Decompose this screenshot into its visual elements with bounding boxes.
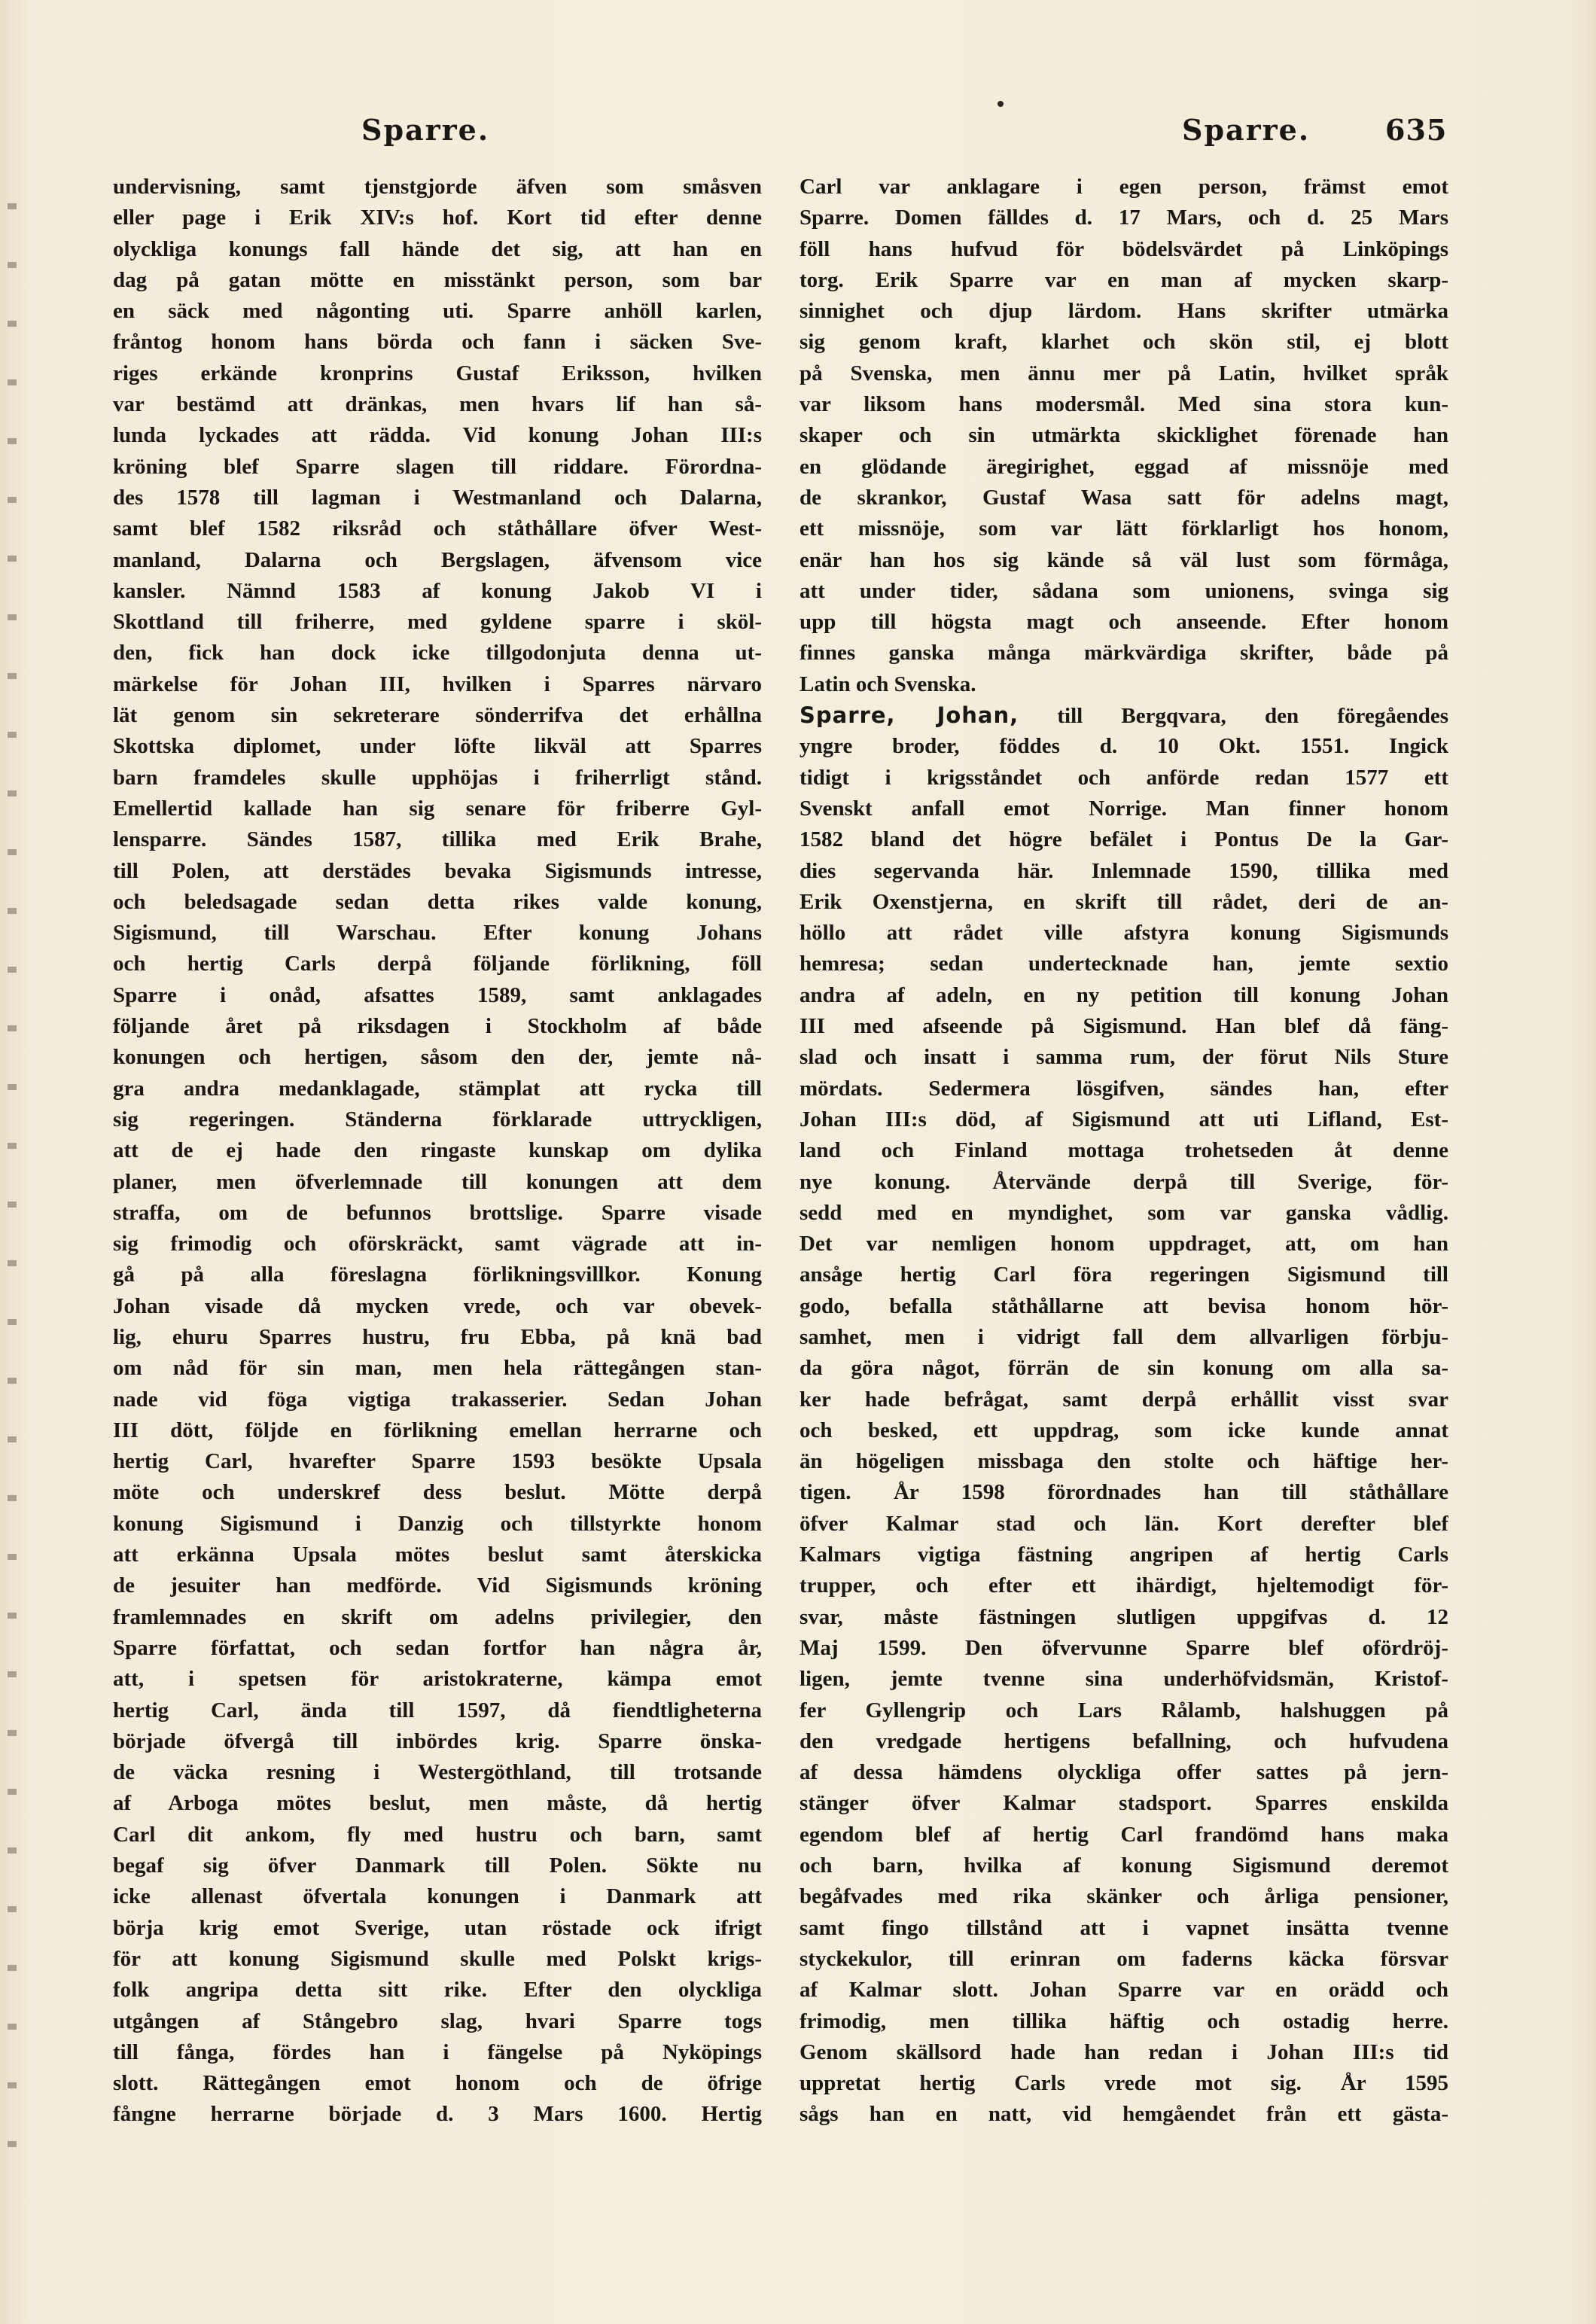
- text-line: Carl dit ankom, fly med hustru och barn, samt: [113, 1822, 762, 1847]
- text-line: var liksom hans modersmål. Med sina stora kun-: [800, 392, 1448, 417]
- text-line: Det var nemligen honom uppdraget, att, om han: [800, 1232, 1448, 1256]
- text-line: ansåge hertig Carl föra regeringen Sigismund till: [800, 1263, 1448, 1287]
- text-line: Latin och Svenska.: [800, 672, 976, 696]
- entry-body: [800, 731, 1448, 2130]
- text-line: på Svenska, men ännu mer på Latin, hvilket språk: [800, 361, 1448, 385]
- text-line: dag på gatan mötte en misstänkt person, som bar: [113, 267, 762, 292]
- text-line: straffa, om de befunnos brottslige. Sparre visade: [113, 1200, 762, 1225]
- text-line: hemresa; sedan undertecknade han, jemte sextio: [800, 952, 1448, 976]
- text-line: folk angripa detta sitt rike. Efter den olyckliga: [113, 1978, 762, 2003]
- text-line: Sparre i onåd, afsattes 1589, samt anklagades: [113, 982, 762, 1007]
- text-line: svar, måste fästningen slutligen uppgifvas d. 12: [800, 1604, 1448, 1629]
- text-line: tigen. År 1598 förordnades han till ståthållare: [800, 1480, 1448, 1505]
- text-line: sig regeringen. Ständerna förklarade uttryckligen,: [113, 1107, 762, 1132]
- text-line: riges erkände kronprins Gustaf Eriksson, hvilken: [113, 361, 762, 385]
- text-line: Skottland till friherre, med gyldene sparre i sköl-: [113, 610, 762, 635]
- text-line: trupper, och efter ett ihärdigt, hjeltemodigt för-: [800, 1573, 1448, 1598]
- text-line: slott. Rättegången emot honom och de öfrige: [113, 2071, 762, 2096]
- text-line: enär han hos sig kände så väl lust som förmåga,: [800, 547, 1448, 572]
- text-line: börja krig emot Sverige, utan röstade ock ifrigt: [113, 1915, 762, 1940]
- left-column: [113, 172, 762, 2131]
- text-line: hertig Carl, ända till 1597, då fiendtligheterna: [113, 1698, 762, 1722]
- text-line: Kalmars vigtiga fästning angripen af hertig Carls: [800, 1543, 1448, 1567]
- text-line: 1582 bland det högre befälet i Pontus De la Gar-: [800, 827, 1448, 852]
- text-line: slad och insatt i samma rum, der förut Nils Sture: [800, 1045, 1448, 1070]
- text-line: da göra något, förrän de sin konung om alla sa-: [800, 1356, 1448, 1381]
- text-line: Emellertid kallade han sig senare för friberre Gyl-: [113, 796, 762, 821]
- text-line: fångne herrarne började d. 3 Mars 1600. Hertig: [113, 2102, 762, 2127]
- text-line: eller page i Erik XIV:s hof. Kort tid efter denne: [113, 206, 762, 230]
- text-line: finnes ganska många märkvärdiga skrifter, både på: [800, 641, 1448, 666]
- entry-headword: Sparre, Johan,: [800, 702, 1019, 729]
- text-line: framlemnades en skrift om adelns privilegier, den: [113, 1604, 762, 1629]
- text-line: sågs han en natt, vid hemgåendet från ett gästa-: [800, 2102, 1448, 2127]
- text-line: yngre broder, föddes d. 10 Okt. 1551. Ingick: [800, 734, 1448, 759]
- text-line: för att konung Sigismund skulle med Polskt krigs-: [113, 1946, 762, 1971]
- text-line: till fånga, fördes han i fängelse på Nyköpings: [113, 2039, 762, 2064]
- text-line: skaper och sin utmärkta skicklighet förenade han: [800, 423, 1448, 448]
- text-line: torg. Erik Sparre var en man af mycken skarp-: [800, 267, 1448, 292]
- text-line: begaf sig öfver Danmark till Polen. Sökte nu: [113, 1853, 762, 1878]
- text-line: följande året på riksdagen i Stockholm af både: [113, 1014, 762, 1039]
- text-line: planer, men öfverlemnade till konungen att dem: [113, 1169, 762, 1194]
- text-line: och barn, hvilka af konung Sigismund deremot: [800, 1853, 1448, 1878]
- entry-first-line: [800, 700, 1448, 731]
- running-head-right: Sparre.: [1182, 113, 1311, 147]
- text-line: nade vid föga vigtiga trakasserier. Sedan Johan: [113, 1387, 762, 1412]
- text-line: Johan III:s död, af Sigismund att uti Lifland, Est-: [800, 1107, 1448, 1132]
- text-line: sinnighet och djup lärdom. Hans skrifter utmärka: [800, 299, 1448, 324]
- text-line: samt fingo tillstånd att i vapnet insätta tvenne: [800, 1915, 1448, 1940]
- text-line: icke allenast öfvertala konungen i Danmark att: [113, 1884, 762, 1909]
- text-line: nye konung. Återvände derpå till Sverige, för-: [800, 1169, 1448, 1194]
- text-line: lät genom sin sekreterare sönderrifva det erhållna: [113, 703, 762, 728]
- text-line: andra af adeln, en ny petition till konung Johan: [800, 982, 1448, 1007]
- text-line: begåfvades med rika skänker och årliga pensioner,: [800, 1884, 1448, 1909]
- text-line: en säck med någonting uti. Sparre anhöll karlen,: [113, 299, 762, 324]
- text-line: dies segervanda här. Inlemnade 1590, tillika med: [800, 858, 1448, 883]
- text-line: sig genom kraft, klarhet och skön stil, ej blott: [800, 330, 1448, 355]
- entry-first-line-text: till Bergqvara, den föregåendes: [1057, 704, 1448, 729]
- text-line: tidigt i krigsståndet och anförde redan 1577 ett: [800, 765, 1448, 790]
- text-line: föll hans hufvud för bödelsvärdet på Linköpings: [800, 236, 1448, 261]
- text-line: och beledsagade sedan detta rikes valde konung,: [113, 889, 762, 914]
- text-line: Erik Oxenstjerna, en skrift till rådet, deri de an-: [800, 889, 1448, 914]
- text-line: land och Finland mottaga trohetseden åt denne: [800, 1138, 1448, 1163]
- page-number: 635: [1385, 113, 1448, 147]
- text-line: kröning blef Sparre slagen till riddare. Förordna-: [113, 454, 762, 479]
- text-line: Carl var anklagare i egen person, främst emot: [800, 175, 1448, 199]
- text-line: den, fick han dock icke tillgodonjuta denna ut-: [113, 641, 762, 666]
- text-line: upp till högsta magt och anseende. Efter honom: [800, 610, 1448, 635]
- text-line: Johan visade då mycken vrede, och var obevek-: [113, 1293, 762, 1318]
- text-line: egendom blef af hertig Carl frandömd hans maka: [800, 1822, 1448, 1847]
- text-line: III dött, följde en förlikning emellan herrarne och: [113, 1418, 762, 1442]
- text-line: konungen och hertigen, såsom den der, jemte nå-: [113, 1045, 762, 1070]
- text-line: ker hade befrågat, samt derpå erhållit visst svar: [800, 1387, 1448, 1412]
- text-line: sig frimodig och oförskräckt, samt vägrade att in-: [113, 1232, 762, 1256]
- text-line: af dessa hämdens olyckliga offer sattes på jern-: [800, 1760, 1448, 1785]
- text-line: Maj 1599. Den öfvervunne Sparre blef ofördröj-: [800, 1635, 1448, 1660]
- text-line: var bestämd att dränkas, men hvars lif han så-: [113, 392, 762, 417]
- text-line: till Polen, att derstädes bevaka Sigismunds intresse,: [113, 858, 762, 883]
- text-line: Sparre. Domen fälldes d. 17 Mars, och d. 25 Mars: [800, 206, 1448, 230]
- right-column-continuation: [800, 172, 1448, 700]
- text-line: höllo att rådet ville afstyra konung Sigismunds: [800, 921, 1448, 946]
- text-line: af Arboga mötes beslut, men måste, då hertig: [113, 1791, 762, 1816]
- text-line: samt blef 1582 riksråd och ståthållare öfver West-: [113, 516, 762, 541]
- binding-edge-shadow: [8, 151, 17, 2183]
- text-line: om nåd för sin man, men hela rättegången stan-: [113, 1356, 762, 1381]
- text-line: Sigismund, till Warschau. Efter konung Johans: [113, 921, 762, 946]
- text-line: stänger öfver Kalmar stadsport. Sparres enskilda: [800, 1791, 1448, 1816]
- text-line: att erkänna Upsala mötes beslut samt återskicka: [113, 1543, 762, 1567]
- text-line: en glödande äregirighet, eggad af missnöje med: [800, 454, 1448, 479]
- text-line: III med afseende på Sigismund. Han blef då fäng-: [800, 1014, 1448, 1039]
- text-line: konung Sigismund i Danzig och tillstyrkte honom: [113, 1511, 762, 1536]
- text-line: gra andra medanklagade, stämplat att rycka till: [113, 1076, 762, 1101]
- text-line: öfver Kalmar stad och län. Kort derefter blef: [800, 1511, 1448, 1536]
- text-line: Svenskt anfall emot Norrige. Man finner honom: [800, 796, 1448, 821]
- text-line: den vredgade hertigens befallning, och hufvudena: [800, 1729, 1448, 1753]
- text-line: att under tider, sådana som unionens, svinga sig: [800, 578, 1448, 603]
- text-line: sedd med en myndighet, som var ganska vådlig.: [800, 1200, 1448, 1225]
- text-line: fer Gyllengrip och Lars Rålamb, halshuggen på: [800, 1698, 1448, 1722]
- running-head-left: Sparre.: [361, 113, 490, 147]
- text-line: olyckliga konungs fall hände det sig, att han en: [113, 236, 762, 261]
- text-line: de väcka resning i Westergöthland, till trotsande: [113, 1760, 762, 1785]
- text-line: började öfvergå till inbördes krig. Sparre önska-: [113, 1729, 762, 1753]
- right-column: [800, 172, 1448, 2131]
- text-line: och hertig Carls derpå följande förlikning, föll: [113, 952, 762, 976]
- text-line: af Kalmar slott. Johan Sparre var en orädd och: [800, 1978, 1448, 2003]
- text-line: de jesuiter han medförde. Vid Sigismunds kröning: [113, 1573, 762, 1598]
- text-line: att, i spetsen för aristokraterne, kämpa emot: [113, 1667, 762, 1692]
- text-line: godo, befalla ståthållarne att bevisa honom hör-: [800, 1293, 1448, 1318]
- text-line: mördats. Sedermera lösgifven, sändes han, efter: [800, 1076, 1448, 1101]
- text-line: märkelse för Johan III, hvilken i Sparres närvaro: [113, 672, 762, 696]
- text-line: frimodig, men tillika häftig och ostadig herre.: [800, 2009, 1448, 2033]
- text-line: utgången af Stångebro slag, hvari Sparre togs: [113, 2009, 762, 2033]
- text-line: gå på alla föreslagna förlikningsvillkor. Konung: [113, 1263, 762, 1287]
- text-line: de skrankor, Gustaf Wasa satt för adelns magt,: [800, 485, 1448, 510]
- text-line: möte och underskref dess beslut. Mötte derpå: [113, 1480, 762, 1505]
- text-line: styckekulor, till erinran om faderns käcka försvar: [800, 1946, 1448, 1971]
- text-line: kansler. Nämnd 1583 af konung Jakob VI i: [113, 578, 762, 603]
- text-line: manland, Dalarna och Bergslagen, äfvensom vice: [113, 547, 762, 572]
- text-line: fråntog honom hans börda och fann i säcken Sve-: [113, 330, 762, 355]
- text-line: des 1578 till lagman i Westmanland och Dalarna,: [113, 485, 762, 510]
- text-line: lig, ehuru Sparres hustru, fru Ebba, på knä bad: [113, 1324, 762, 1349]
- text-line: lensparre. Sändes 1587, tillika med Erik Brahe,: [113, 827, 762, 852]
- text-line: undervisning, samt tjenstgjorde äfven som småsven: [113, 175, 762, 199]
- text-line: att de ej hade den ringaste kunskap om dylika: [113, 1138, 762, 1163]
- text-line: uppretat hertig Carls vrede mot sig. År 1595: [800, 2071, 1448, 2096]
- text-line: än högeligen missbaga den stolte och häftige her-: [800, 1449, 1448, 1474]
- text-line: lunda lyckades att rädda. Vid konung Johan III:s: [113, 423, 762, 448]
- text-line: samhet, men i vidrigt fall dem allvarligen förbju-: [800, 1324, 1448, 1349]
- text-line: Sparre författat, och sedan fortfor han några år,: [113, 1635, 762, 1660]
- text-line: Genom skällsord hade han redan i Johan III:s tid: [800, 2039, 1448, 2064]
- ink-dot: [998, 101, 1004, 107]
- text-line: ligen, jemte tvenne sina underhöfvidsmän, Kristof-: [800, 1667, 1448, 1692]
- text-line: Skottska diplomet, under löfte likväl att Sparres: [113, 734, 762, 759]
- text-line: hertig Carl, hvarefter Sparre 1593 besökte Upsala: [113, 1449, 762, 1474]
- text-line: ett missnöje, som var lätt förklarligt hos honom,: [800, 516, 1448, 541]
- text-line: och besked, ett uppdrag, som icke kunde annat: [800, 1418, 1448, 1442]
- text-line: barn framdeles skulle upphöjas i friherrligt stånd.: [113, 765, 762, 790]
